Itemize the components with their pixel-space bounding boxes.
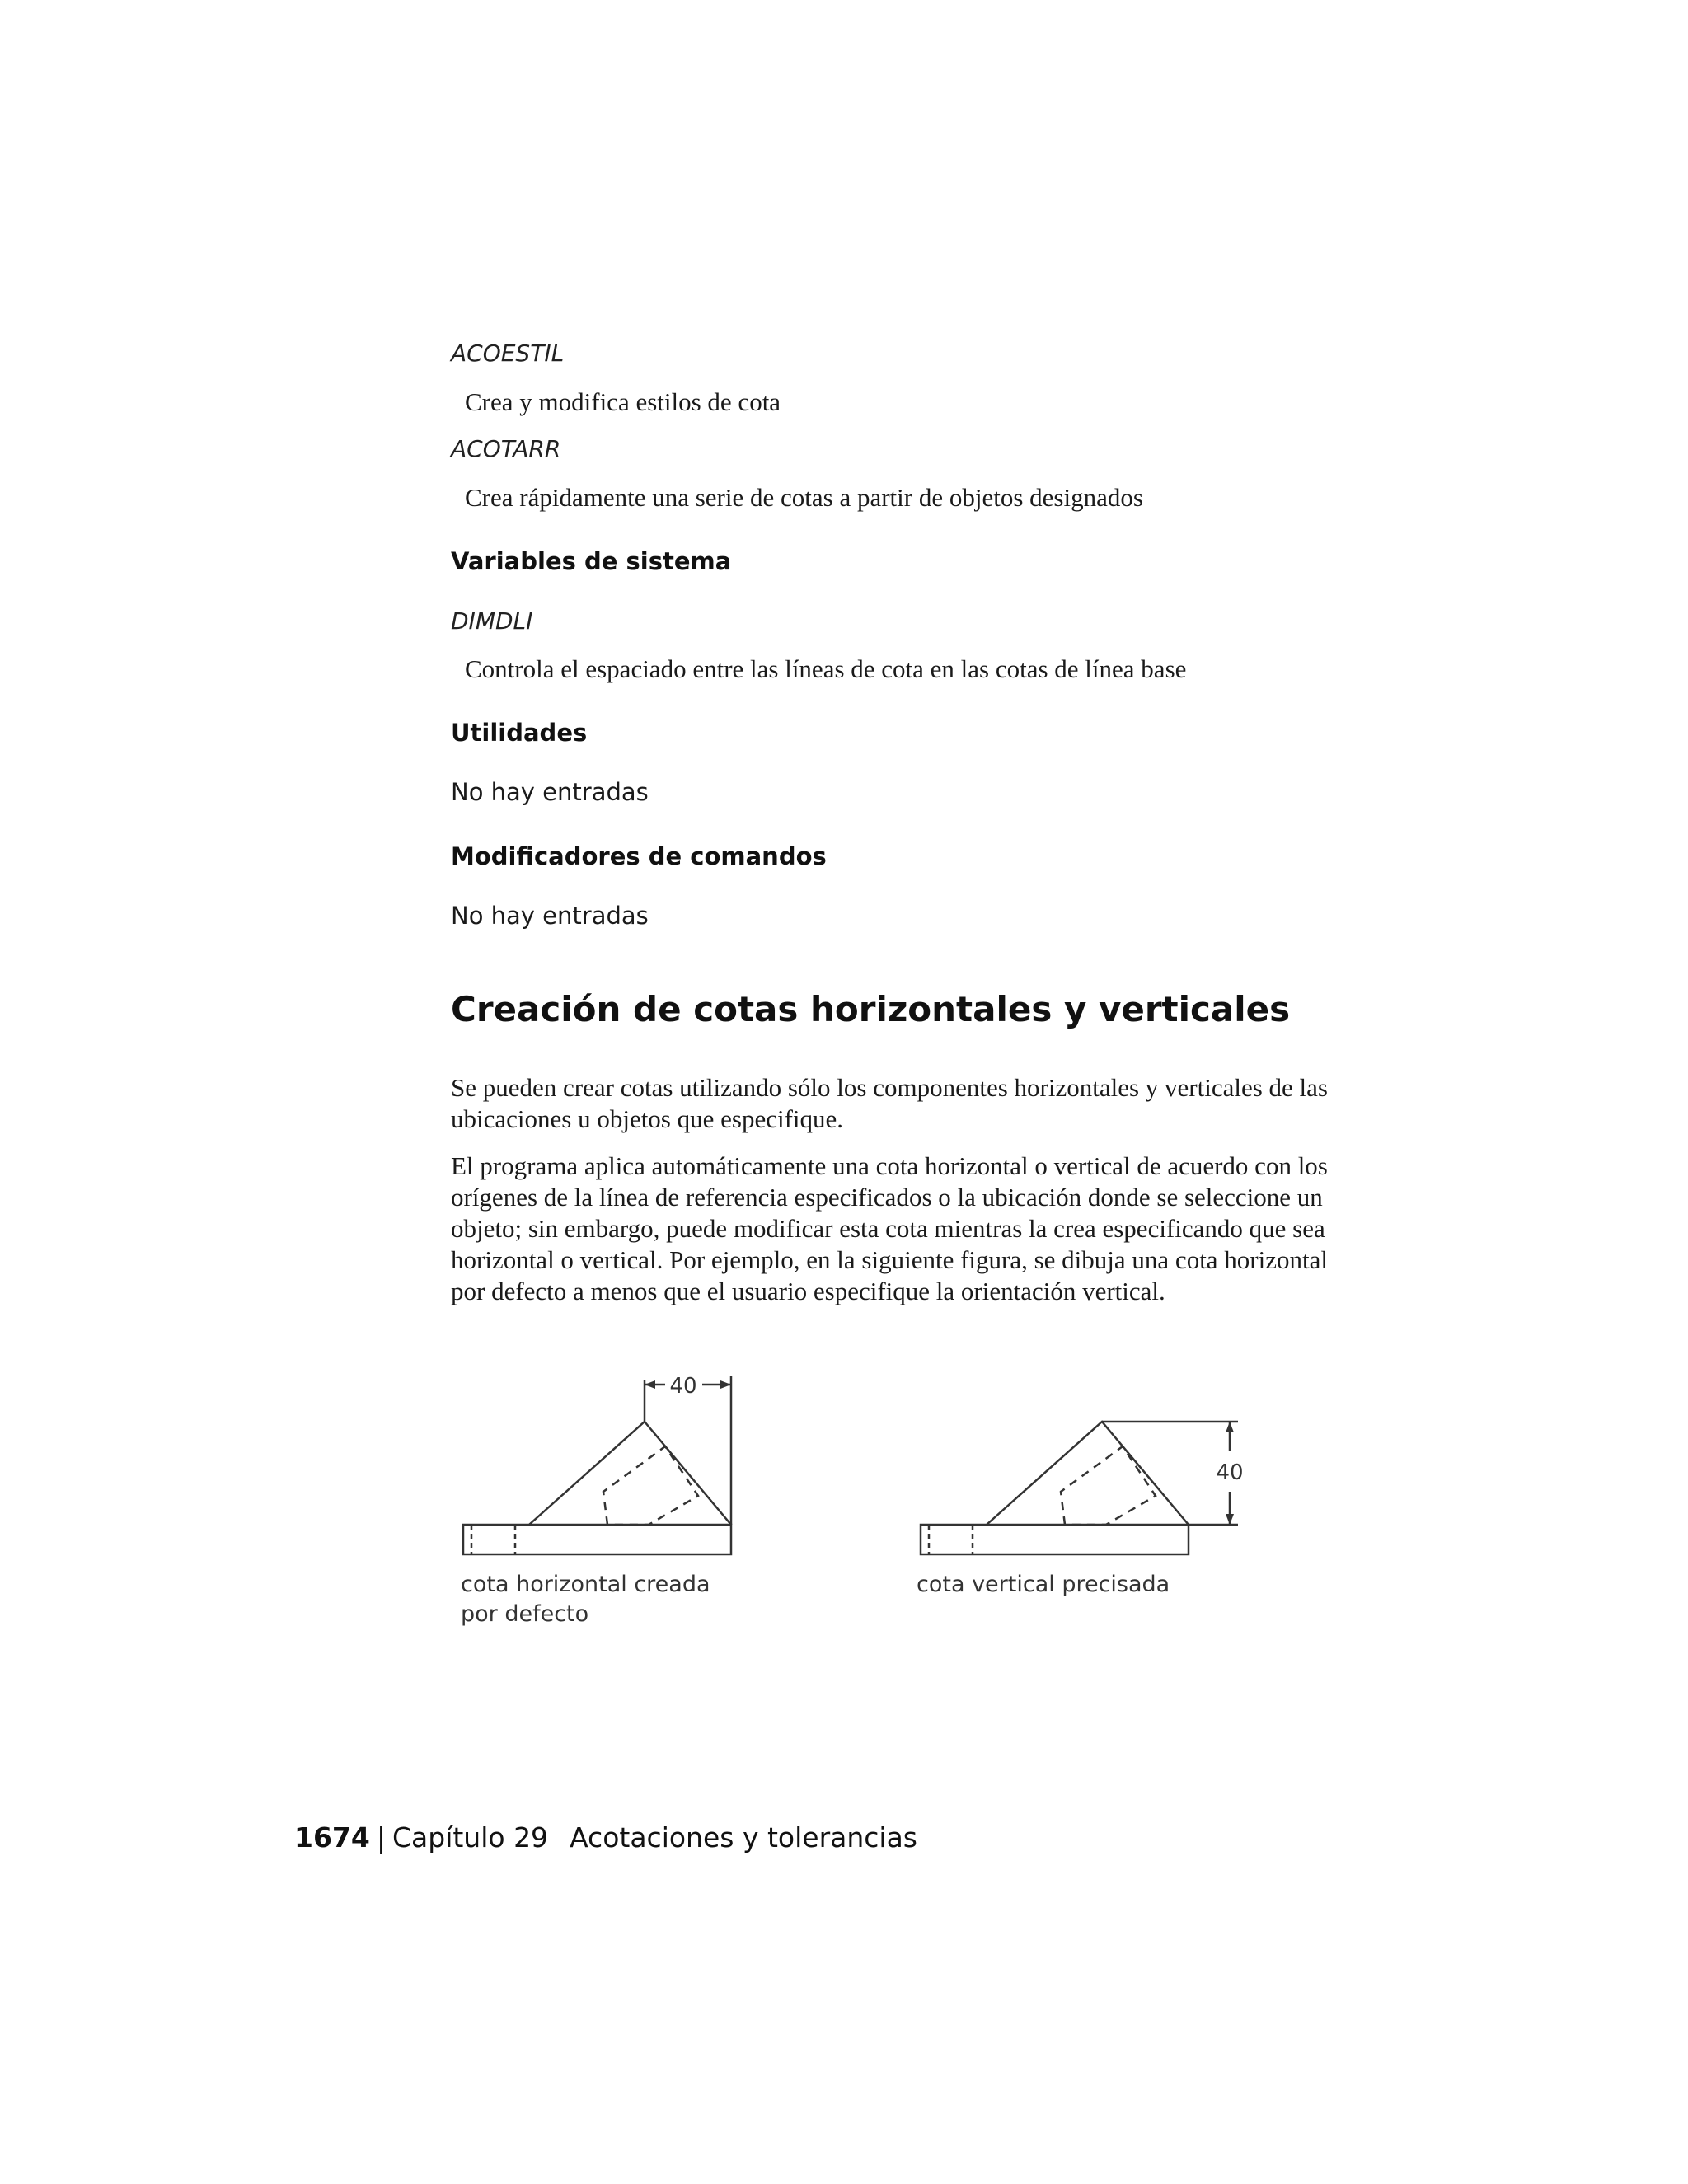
right-base-bar bbox=[921, 1525, 1189, 1554]
system-variable-name: DIMDLI bbox=[451, 607, 533, 635]
right-caption: cota vertical precisada bbox=[917, 1572, 1170, 1597]
page-number: 1674 bbox=[294, 1821, 370, 1854]
command-description-acotarr: Crea rápidamente una serie de cotas a partir de objetos designados bbox=[465, 483, 1143, 512]
dimension-diagram bbox=[451, 1364, 1275, 1578]
system-variables-heading: Variables de sistema bbox=[451, 547, 732, 575]
utilities-text: No hay entradas bbox=[451, 778, 649, 806]
utilities-heading: Utilidades bbox=[451, 719, 588, 747]
left-dimension-label: 40 bbox=[669, 1374, 697, 1399]
left-caption-line-1: cota horizontal creada bbox=[461, 1572, 710, 1597]
dimension-figure bbox=[451, 1364, 1275, 1644]
command-modifiers-heading: Modificadores de comandos bbox=[451, 842, 827, 870]
footer-separator: | bbox=[376, 1821, 386, 1854]
left-caption-line-2: por defecto bbox=[461, 1601, 589, 1627]
chapter-title: Acotaciones y tolerancias bbox=[570, 1821, 918, 1854]
system-variable-description: Controla el espaciado entre las líneas de cota en las cotas de línea base bbox=[465, 654, 1187, 683]
command-description-acoestil: Crea y modifica estilos de cota bbox=[465, 387, 781, 416]
command-name-acotarr: ACOTARR bbox=[451, 435, 561, 462]
chapter-label: Capítulo 29 bbox=[392, 1821, 549, 1854]
section-title: Creación de cotas horizontales y verticales bbox=[451, 989, 1291, 1029]
command-name-acoestil: ACOESTIL bbox=[451, 340, 565, 367]
section-paragraph-2: El programa aplica automáticamente una cota horizontal o vertical de acuerdo con los orígenes de la línea de referencia especificados o la ubicación donde se seleccione un objeto; sin embargo, puede modificar esta cota mientras la crea especificando que sea horizontal o vertical. Por ejemplo, en la siguiente figura, se dibuja una cota horizontal por defecto a menos que el usuario especifique la orientación vertical. bbox=[451, 1151, 1328, 1305]
command-modifiers-text: No hay entradas bbox=[451, 902, 649, 930]
page-footer bbox=[294, 1821, 917, 1854]
left-base-bar bbox=[463, 1525, 731, 1554]
section-paragraph-1: Se pueden crear cotas utilizando sólo los componentes horizontales y verticales de las ubicaciones u objetos que especifique. bbox=[451, 1073, 1328, 1133]
right-dimension-label: 40 bbox=[1216, 1460, 1244, 1485]
